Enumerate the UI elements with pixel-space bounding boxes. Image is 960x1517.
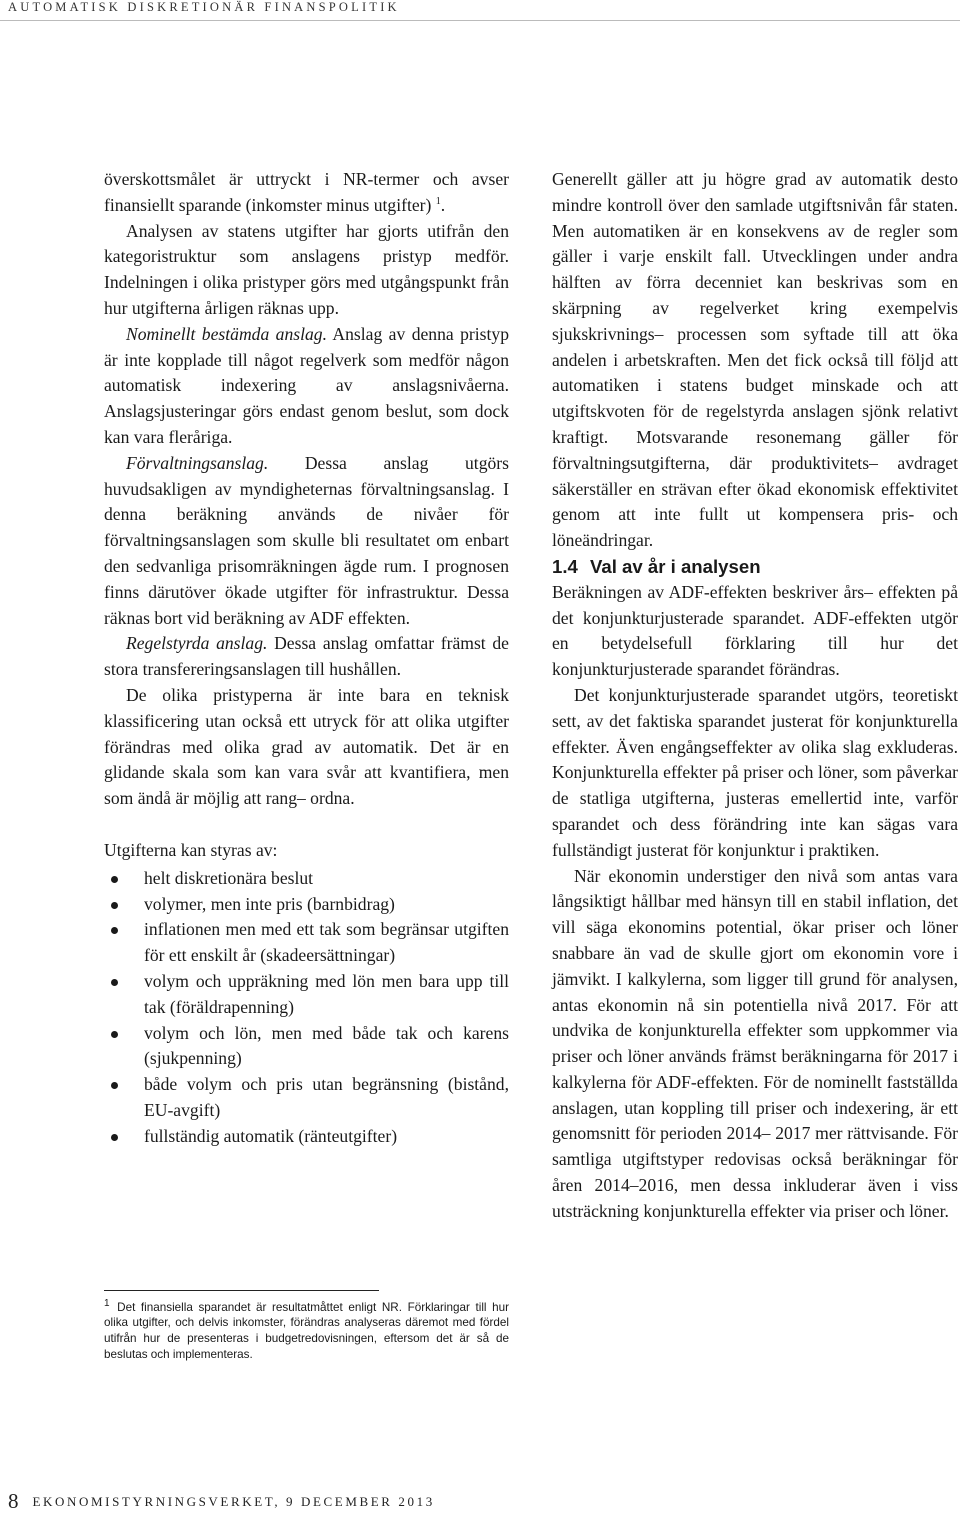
paragraph: De olika pristyperna är inte bara en teknisk klassificering utan också ett utryck för att olika utgifter förändras med olika grad av automatik. Det är en glidande skala som kan vara svår att kvantifiera, men som ändå är möjlig att rang– ordna. [104, 684, 509, 809]
paragraph: När ekonomin understiger den nivå som antas vara långsiktigt hållbar med hänsyn till en stabil inflation, det vill säga ekonomins potential, ökar priser och löner snabbare än vad de skulle gjort om ekonomin vore i jämvikt. I kalkylerna, som ligger till grund för analysen, antas ekonomin nå sin potentiella nivå 2017. För att undvika de konjunkturella effekter som uppkommer via priser och löner används främst beräkningarna för 2017 i kalkylerna för ADF-effekten. För de nominellt fastställda anslagen, utan koppling till priser och indexering, är ett genomsnitt för perioden 2014– 2017 mer rättvisande. För samtliga utgiftstyper redovisas också beräkningar för åren 2014–2016, men dessa inkluderar även i viss utsträckning konjunkturella effekter via priser och löner. [552, 865, 958, 1221]
list-item: volymer, men inte pris (barnbidrag) [144, 892, 509, 918]
bullet-list [104, 866, 509, 1150]
footnote-text: Det finansiella sparandet är resultatmåttet enligt NR. Förklaringar till hur olika utgifter, och delvis inkomster, förändras analyseras däremot med fördel utifrån hur de presenteras i budgetredovisningen, eftersom det är så de beslutas och implementeras. [104, 1300, 509, 1361]
publisher-line: EKONOMISTYRNINGSVERKET, 9 DECEMBER 2013 [32, 1494, 435, 1509]
footnote-mark: 1 [104, 1298, 110, 1309]
list-item: volym och lön, men med både tak och karens (sjukpenning) [144, 1021, 509, 1073]
paragraph-text: Anslag av denna pristyp är inte kopplade till något regelverk som medför någon automatisk indexering av anslagsnivåerna. Anslagsjusteringar görs endast genom beslut, som dock kan vara fleråriga. [104, 323, 509, 447]
paragraph-text: Dessa anslag utgörs huvudsakligen av myndigheternas förvaltningsanslag. I denna beräkning används de nivåer för förvaltningsanslagen som skulle bli resultatet om enbart den sedvanliga prisomräkningen ägde rum. I prognosen finns därutöver ökade utgifter för infrastruktur. Dessa räknas bort vid beräkning av ADF effekten. [104, 452, 509, 628]
section-title: Val av år i analysen [590, 555, 761, 577]
header-divider [0, 20, 960, 21]
section-number: 1.4 [552, 555, 578, 577]
right-column [552, 167, 958, 1225]
paragraph: Det konjunkturjusterade sparandet utgörs, teoretiskt sett, av det faktiska sparandet justerat för konjunkturella effekter. Även engångseffekter av olika slag exkluderas. Konjunkturella effekter på priser och löner, som påverkar de statliga utgifterna, justeras emellertid inte, varför sparandet och dess förändring inte kan sägas vara fullständigt justerat för konjunktur i praktiken. [552, 684, 958, 860]
list-item: volym och uppräkning med lön men bara upp till tak (föräldrapenning) [144, 969, 509, 1021]
page-footer [8, 1489, 435, 1514]
page-number: 8 [8, 1489, 19, 1513]
paragraph: Beräkningen av ADF-effekten beskriver års– effekten på det konjunkturjusterade sparandet. ADF-effekten utgör en betydelsefull förklaring till hur det konjunkturjusterade sparandet förändras. [552, 581, 958, 680]
paragraph [104, 451, 509, 632]
footnote-divider [104, 1290, 379, 1291]
list-intro: Utgifterna kan styras av: [104, 839, 278, 860]
running-header: AUTOMATISK DISKRETIONÄR FINANSPOLITIK [8, 0, 400, 14]
term-heading: Nominellt bestämda anslag. [126, 323, 327, 344]
list-item: både volym och pris utan begränsning (bistånd, EU-avgift) [144, 1072, 509, 1124]
list-item: helt diskretionära beslut [144, 866, 509, 892]
left-column [104, 167, 509, 1149]
term-heading: Regelstyrda anslag. [126, 633, 268, 654]
section-heading [552, 554, 958, 580]
paragraph [104, 631, 509, 683]
paragraph: Generellt gäller att ju högre grad av automatik desto mindre kontroll över den samlade utgiftsnivån får staten. Men automatiken är en konsekvens av de regler som gäller i varje enskilt fall. Utvecklingen under andra hälften av förra decenniet kan beskrivas som en skärpning av regelverket kring exempelvis sjukskrivnings– processen som syftade till att öka andelen i arbetskraften. Men det fick också till följd att automatiken i statens budget minskade och att utgiftskvoten för de regelstyrda anslagen sjönk relativt kraftigt. Motsvarande resonemang gäller för förvaltningsutgifterna, där produktivitets– avdraget säkerställer en strävan efter ökad ekonomisk effektivitet genom att inte fullt ut kompensera pris- och löneändringar. [552, 169, 958, 551]
paragraph [104, 322, 509, 451]
paragraph-tail: . [440, 194, 446, 215]
paragraph-text: överskottsmålet är uttryckt i NR-termer och avser finansiellt sparande (inkomster minus utgifter) [104, 169, 509, 215]
paragraph: Analysen av statens utgifter har gjorts utifrån den kategoristruktur som anslagens pristyp medför. Indelningen i olika pristyper görs med utgångspunkt från hur utgifterna årligen räknas upp. [104, 220, 509, 318]
paragraph-text: Dessa anslag omfattar främst de stora transfereringsanslagen till hushållen. [104, 633, 509, 680]
list-item: fullständig automatik (ränteutgifter) [144, 1124, 509, 1150]
paragraph [104, 167, 509, 219]
footnote [104, 1296, 509, 1362]
list-item: inflationen men med ett tak som begränsar utgiften för ett enskilt år (skadeersättningar) [144, 917, 509, 969]
footnote-reference: 1 [435, 195, 441, 207]
term-heading: Förvaltningsanslag. [126, 452, 269, 473]
